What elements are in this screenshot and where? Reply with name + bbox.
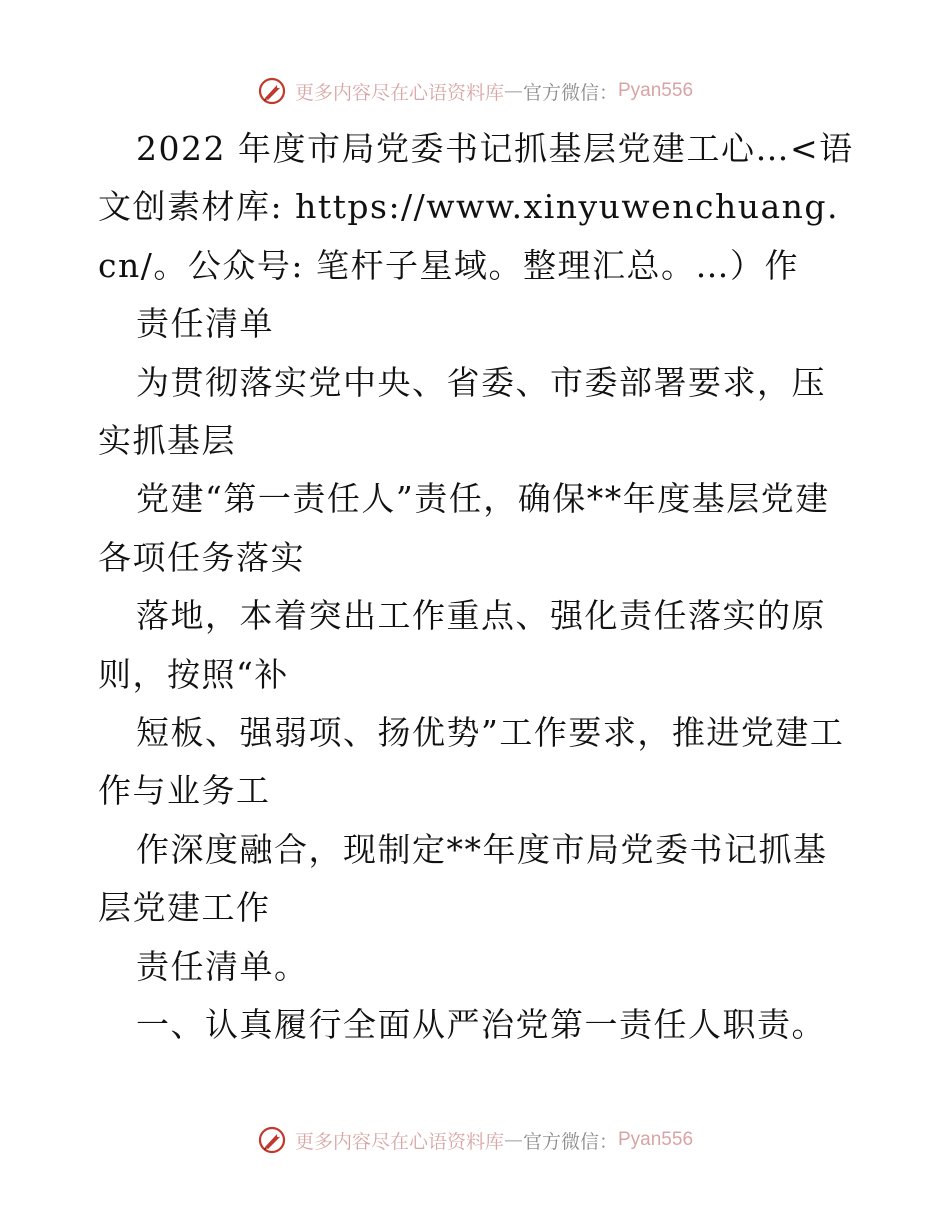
banner-wechat-id: Pyan556: [618, 1129, 694, 1150]
paragraph-title: 2022 年度市局党委书记抓基层党建工心…<语文创素材库: https://www.xinyuwenchuang.cn/。公众号: 笔杆子星域。整理汇总。…）作: [98, 129, 854, 285]
banner-dash: —: [503, 1129, 523, 1151]
banner-main-text: 更多内容尽在心语资料库: [294, 1130, 504, 1153]
banner-official-label: 官方微信：: [522, 81, 618, 104]
paragraph: 落地，本着突出工作重点、强化责任落实的原则，按照“补: [98, 596, 826, 694]
paragraph: 作深度融合，现制定**年度市局党委书记抓基层党建工作: [98, 829, 828, 928]
banner-wechat-id: Pyan556: [618, 80, 694, 101]
footer-watermark-banner: [0, 1120, 950, 1160]
paragraph: 责任清单: [136, 304, 274, 344]
header-watermark-banner: [0, 71, 950, 111]
banner-main-text: 更多内容尽在心语资料库: [294, 81, 504, 104]
section-heading: 一、认真履行全面从严治党第一责任人职责。: [136, 1005, 826, 1045]
banner-official-label: 官方微信：: [522, 1130, 618, 1153]
paragraph: 短板、强弱项、扬优势”工作要求，推进党建工作与业务工: [98, 713, 845, 811]
banner-dash: —: [503, 80, 523, 102]
pen-logo-icon: [257, 76, 287, 106]
document-body: [98, 120, 858, 1055]
pen-logo-icon: [257, 1125, 287, 1155]
paragraph: 党建“第一责任人”责任，确保**年度基层党建各项任务落实: [98, 479, 830, 577]
paragraph: 为贯彻落实党中央、省委、市委部署要求，压实抓基层: [98, 362, 826, 461]
paragraph: 责任清单。: [136, 946, 309, 986]
